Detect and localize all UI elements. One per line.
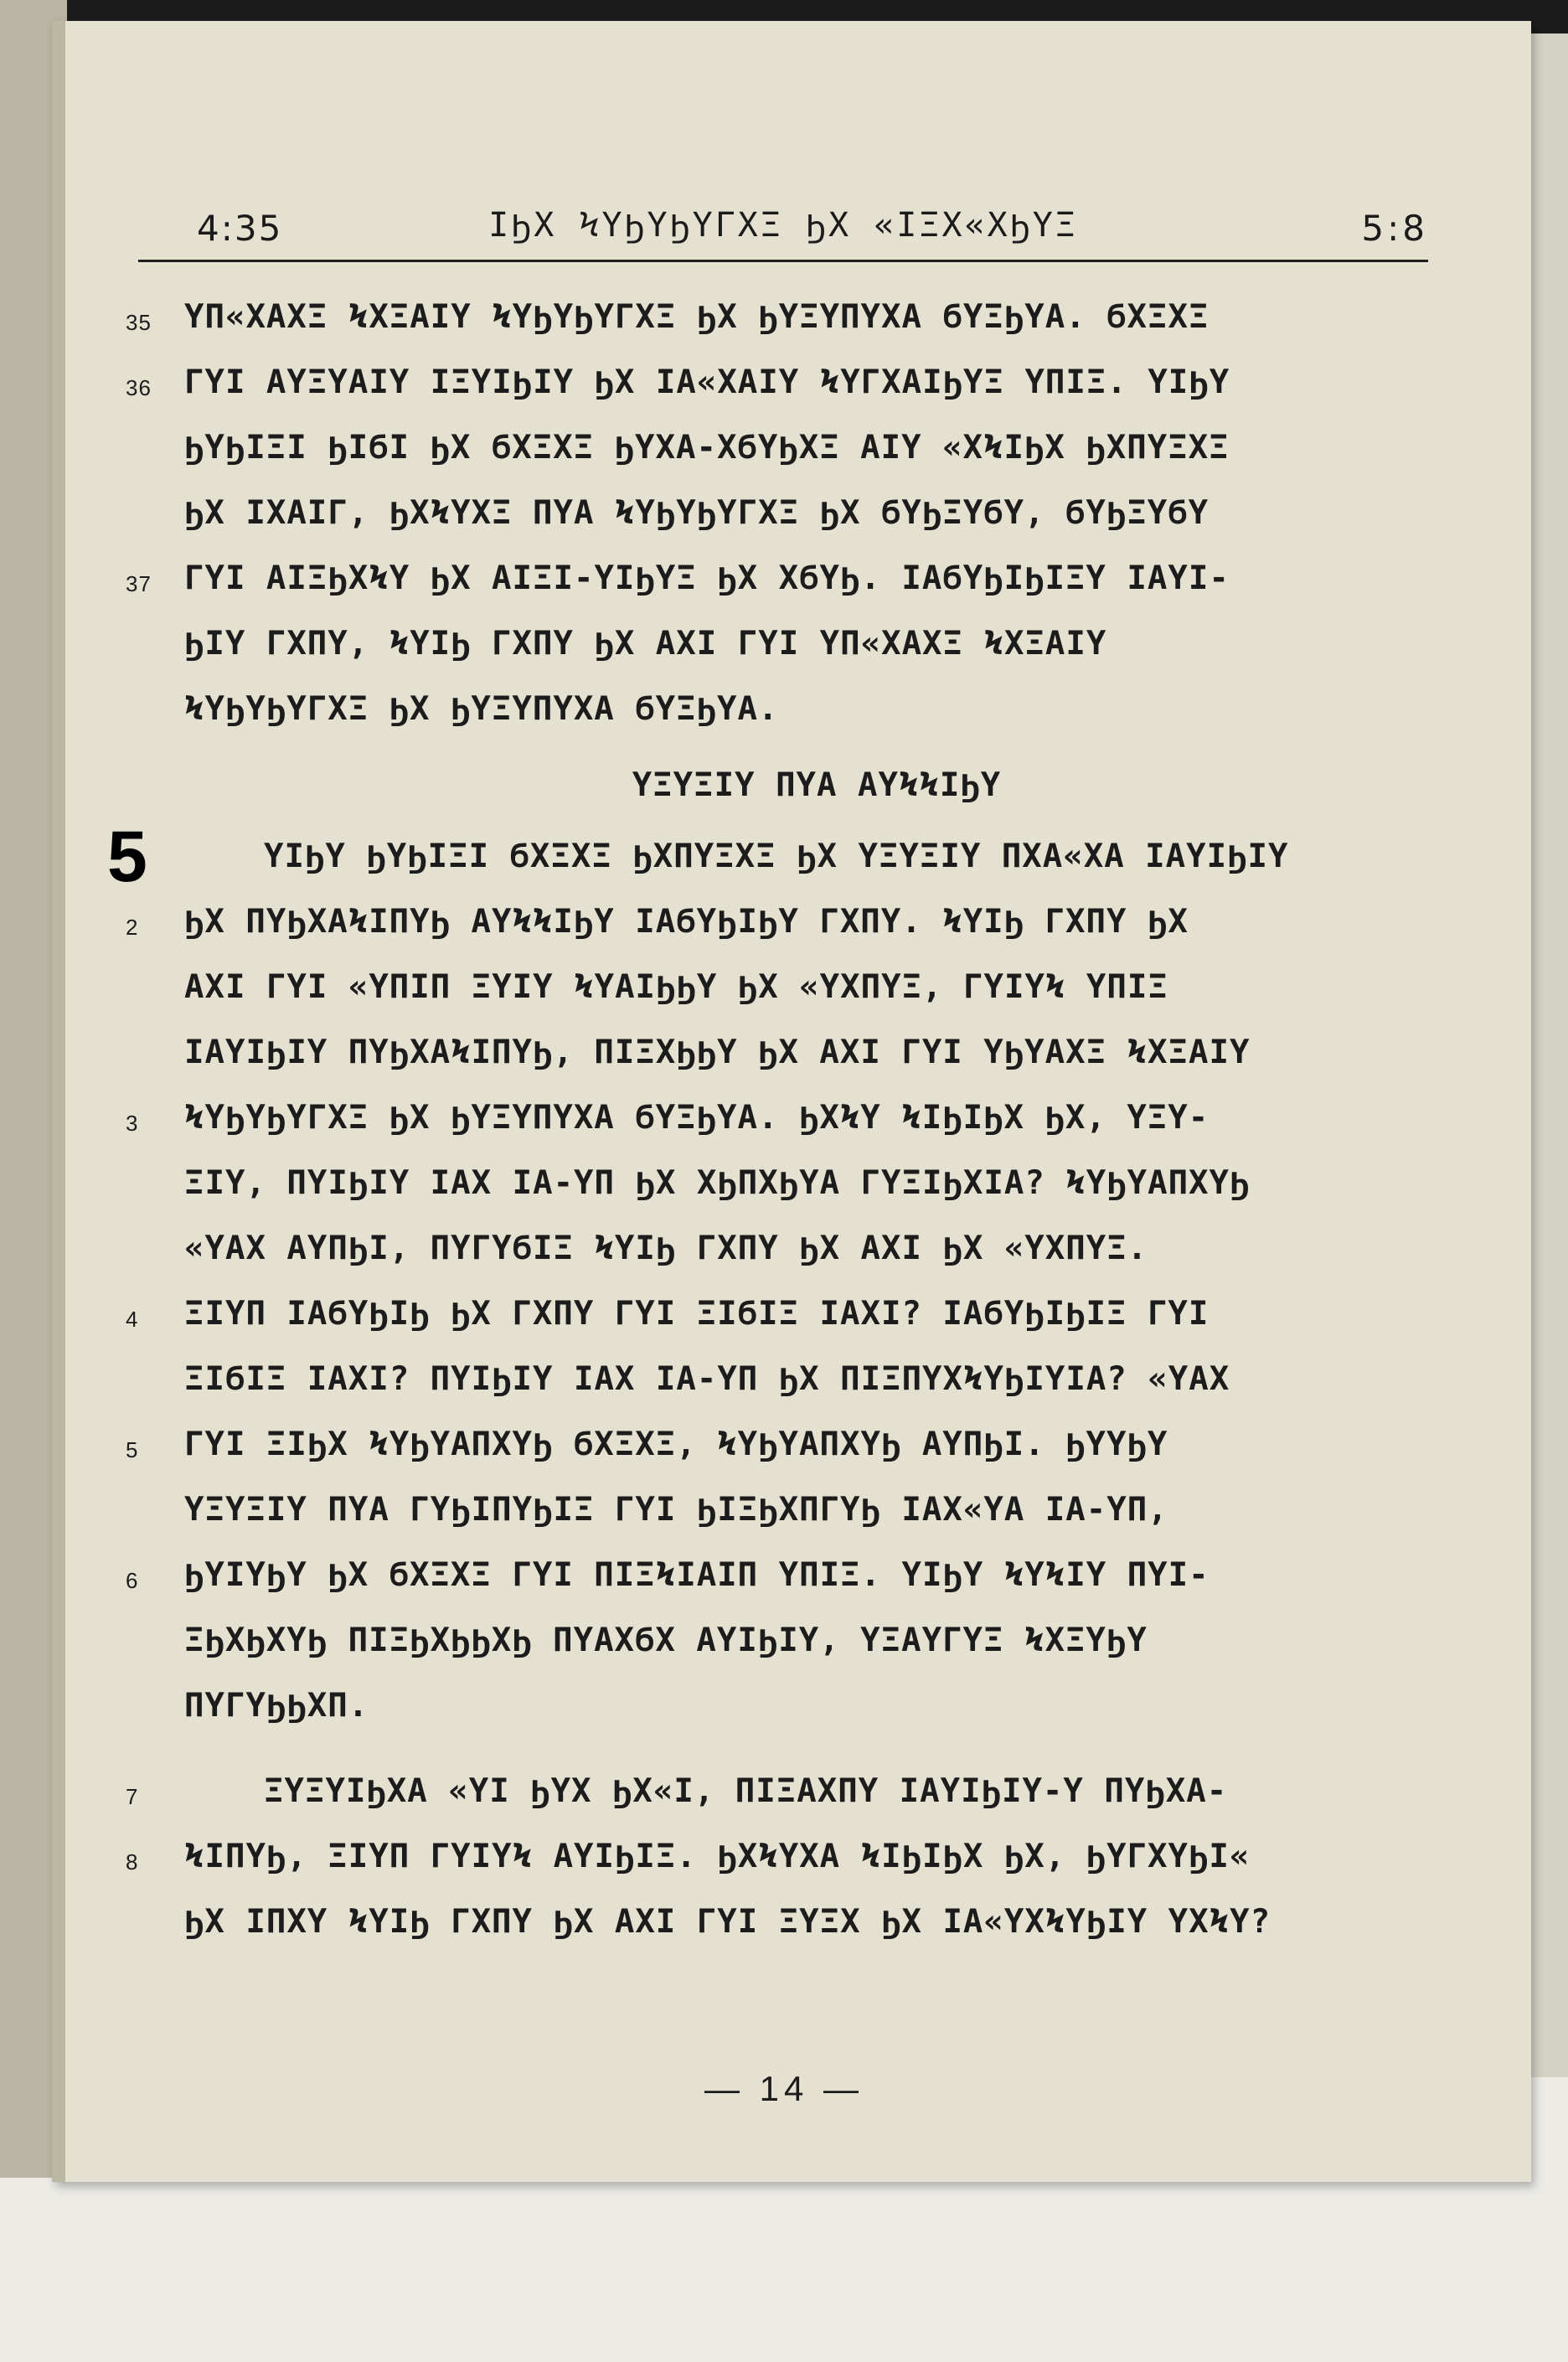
- body-text: [107, 285, 1449, 1955]
- line-text: ΠΥΓΥϦϦΧΠ.: [184, 1687, 369, 1725]
- text-line: [184, 1674, 1449, 1739]
- line-text: ΓΥΙ ΑΥΞΥΑΙΥ ΙΞΥΙϦΙΥ ϦΧ ΙΑ«ΧΑΙΥ ϞΥΓΧΑΙϦΥΞ ΥΠΙΞ. ΥΙϦΥ: [184, 364, 1230, 401]
- text-line: [184, 1151, 1449, 1216]
- line-text: ΞΙϬΙΞ ΙΑΧΙ? ΠΥΙϦΙΥ ΙΑΧ ΙΑ-ΥΠ ϦΧ ΠΙΞΠΥΧϞΥϦΙΥΙΑ? «ΥΑΧ: [184, 1360, 1230, 1398]
- text-line: [126, 1543, 1449, 1608]
- text-line: [184, 1216, 1449, 1282]
- running-header: [138, 201, 1428, 262]
- verses-block-1: [126, 285, 1449, 742]
- verse-number: 35: [126, 310, 152, 335]
- line-text: «ΥΑΧ ΑΥΠϦΙ, ΠΥΓΥϬΙΞ ϞΥΙϦ ΓΧΠΥ ϦΧ ΑΧΙ ϦΧ «ΥΧΠΥΞ.: [184, 1230, 1148, 1267]
- line-text: ΞϦΧϦΧΥϦ ΠΙΞϦΧϦϦΧϦ ΠΥΑΧϬΧ ΑΥΙϦΙΥ, ΥΞΑΥΓΥΞ ϞΧΞΥϦΥ: [184, 1622, 1148, 1659]
- line-text: ΥΙϦΥ ϦΥϦΙΞΙ ϬΧΞΧΞ ϦΧΠΥΞΧΞ ϦΧ ΥΞΥΞΙΥ ΠΧΑ«ΧΑ ΙΑΥΙϦΙΥ: [264, 838, 1289, 875]
- text-line: [184, 1020, 1449, 1086]
- text-line: [126, 350, 1449, 415]
- text-line: [184, 481, 1449, 546]
- text-line: [184, 955, 1449, 1020]
- verse-number: 5: [126, 1437, 139, 1462]
- text-line: [126, 285, 1449, 350]
- verse-number: 37: [126, 571, 152, 596]
- line-text: ΓΥΙ ΞΙϦΧ ϞΥϦΥΑΠΧΥϦ ϬΧΞΧΞ, ϞΥϦΥΑΠΧΥϦ ΑΥΠϦΙ. ϦΥΥϦΥ: [184, 1426, 1168, 1463]
- line-text: ϦΥϦΙΞΙ ϦΙϬΙ ϦΧ ϬΧΞΧΞ ϦΥΧΑ-ΧϬΥϦΧΞ ΑΙΥ «ΧϞΙϦΧ ϦΧΠΥΞΧΞ: [184, 429, 1230, 467]
- verse-number: 2: [126, 915, 139, 940]
- text-line: [126, 1759, 1449, 1824]
- line-text: ΥΞΥΞΙΥ ΠΥΑ ΓΥϦΙΠΥϦΙΞ ΓΥΙ ϦΙΞϦΧΠΓΥϦ ΙΑΧ«ΥΑ ΙΑ-ΥΠ,: [184, 1491, 1168, 1529]
- line-text: ϦΥΙΥϦΥ ϦΧ ϬΧΞΧΞ ΓΥΙ ΠΙΞϞΙΑΙΠ ΥΠΙΞ. ΥΙϦΥ ϞΥϞΙΥ ΠΥΙ-: [184, 1556, 1210, 1594]
- text-line: [184, 611, 1449, 677]
- section-heading: ΥΞΥΞΙΥ ΠΥΑ ΑΥϞϞΙϦΥ: [632, 766, 1002, 804]
- chapter-number: 5: [107, 817, 147, 897]
- text-line: [184, 677, 1449, 742]
- text-line: [126, 1282, 1449, 1347]
- header-book-title: ΙϦΧ ϞΥϦΥϦΥΓΧΞ ϦΧ «ΙΞΧ«ΧϦΥΞ: [488, 206, 1078, 245]
- text-line: [126, 1824, 1449, 1890]
- text-line: [184, 824, 1449, 890]
- verses-block-2: [107, 817, 1449, 1739]
- verse-number: 4: [126, 1307, 139, 1332]
- line-text: ϞΙΠΥϦ, ΞΙΥΠ ΓΥΙΥϞ ΑΥΙϦΙΞ. ϦΧϞΥΧΑ ϞΙϦΙϦΧ ϦΧ, ϦΥΓΧΥϦΙ«: [184, 1838, 1251, 1875]
- verse-number: 8: [126, 1849, 139, 1875]
- line-text: ϦΧ ΙΧΑΙΓ, ϦΧϞΥΧΞ ΠΥΑ ϞΥϦΥϦΥΓΧΞ ϦΧ ϬΥϦΞΥϬΥ, ϬΥϦΞΥϬΥ: [184, 494, 1210, 532]
- line-text: ΞΥΞΥΙϦΧΑ «ΥΙ ϦΥΧ ϦΧ«Ι, ΠΙΞΑΧΠΥ ΙΑΥΙϦΙΥ-Υ ΠΥϦΧΑ-: [264, 1772, 1228, 1810]
- line-text: ϦΙΥ ΓΧΠΥ, ϞΥΙϦ ΓΧΠΥ ϦΧ ΑΧΙ ΓΥΙ ΥΠ«ΧΑΧΞ ϞΧΞΑΙΥ: [184, 625, 1107, 663]
- line-text: ΑΧΙ ΓΥΙ «ΥΠΙΠ ΞΥΙΥ ϞΥΑΙϦϦΥ ϦΧ «ΥΧΠΥΞ, ΓΥΙΥϞ ΥΠΙΞ: [184, 968, 1168, 1006]
- line-text: ϦΧ ΙΠΧΥ ϞΥΙϦ ΓΧΠΥ ϦΧ ΑΧΙ ΓΥΙ ΞΥΞΧ ϦΧ ΙΑ«ΥΧϞΥϦΙΥ ΥΧϞΥ?: [184, 1903, 1271, 1941]
- verse-number: 36: [126, 375, 152, 400]
- line-text: ΓΥΙ ΑΙΞϦΧϞΥ ϦΧ ΑΙΞΙ-ΥΙϦΥΞ ϦΧ ΧϬΥϦ. ΙΑϬΥϦΙϦΙΞΥ ΙΑΥΙ-: [184, 560, 1230, 597]
- line-text: ΞΙΥΠ ΙΑϬΥϦΙϦ ϦΧ ΓΧΠΥ ΓΥΙ ΞΙϬΙΞ ΙΑΧΙ? ΙΑϬΥϦΙϦΙΞ ΓΥΙ: [184, 1295, 1210, 1333]
- text-line: [184, 1347, 1449, 1412]
- text-line: [126, 1086, 1449, 1151]
- page-number: — 14 —: [704, 2069, 864, 2108]
- text-line: [184, 415, 1449, 481]
- line-text: ϞΥϦΥϦΥΓΧΞ ϦΧ ϦΥΞΥΠΥΧΑ ϬΥΞϦΥΑ. ϦΧϞΥ ϞΙϦΙϦΧ ϦΧ, ΥΞΥ-: [184, 1099, 1210, 1137]
- line-text: ϦΧ ΠΥϦΧΑϞΙΠΥϦ ΑΥϞϞΙϦΥ ΙΑϬΥϦΙϦΥ ΓΧΠΥ. ϞΥΙϦ ΓΧΠΥ ϦΧ: [184, 903, 1189, 941]
- text-line: [126, 546, 1449, 611]
- text-line: [126, 890, 1449, 955]
- line-text: ΥΠ«ΧΑΧΞ ϞΧΞΑΙΥ ϞΥϦΥϦΥΓΧΞ ϦΧ ϦΥΞΥΠΥΧΑ ϬΥΞϦΥΑ. ϬΧΞΧΞ: [184, 298, 1210, 336]
- line-text: ϞΥϦΥϦΥΓΧΞ ϦΧ ϦΥΞΥΠΥΧΑ ϬΥΞϦΥΑ.: [184, 690, 779, 728]
- verse-number: 7: [126, 1784, 139, 1809]
- text-line: [184, 1608, 1449, 1674]
- text-line: [126, 1412, 1449, 1478]
- text-line: [184, 1478, 1449, 1543]
- line-text: ΞΙΥ, ΠΥΙϦΙΥ ΙΑΧ ΙΑ-ΥΠ ϦΧ ΧϦΠΧϦΥΑ ΓΥΞΙϦΧΙΑ? ϞΥϦΥΑΠΧΥϦ: [184, 1164, 1251, 1202]
- header-chapter-verse-start: 4:35: [197, 208, 283, 249]
- verse-number: 3: [126, 1111, 139, 1136]
- verses-block-3: [126, 1759, 1449, 1955]
- verse-number: 6: [126, 1568, 139, 1593]
- text-line: [184, 1890, 1449, 1955]
- header-chapter-verse-end: 5:8: [1361, 208, 1428, 249]
- line-text: ΙΑΥΙϦΙΥ ΠΥϦΧΑϞΙΠΥϦ, ΠΙΞΧϦϦΥ ϦΧ ΑΧΙ ΓΥΙ ΥϦΥΑΧΞ ϞΧΞΑΙΥ: [184, 1034, 1251, 1071]
